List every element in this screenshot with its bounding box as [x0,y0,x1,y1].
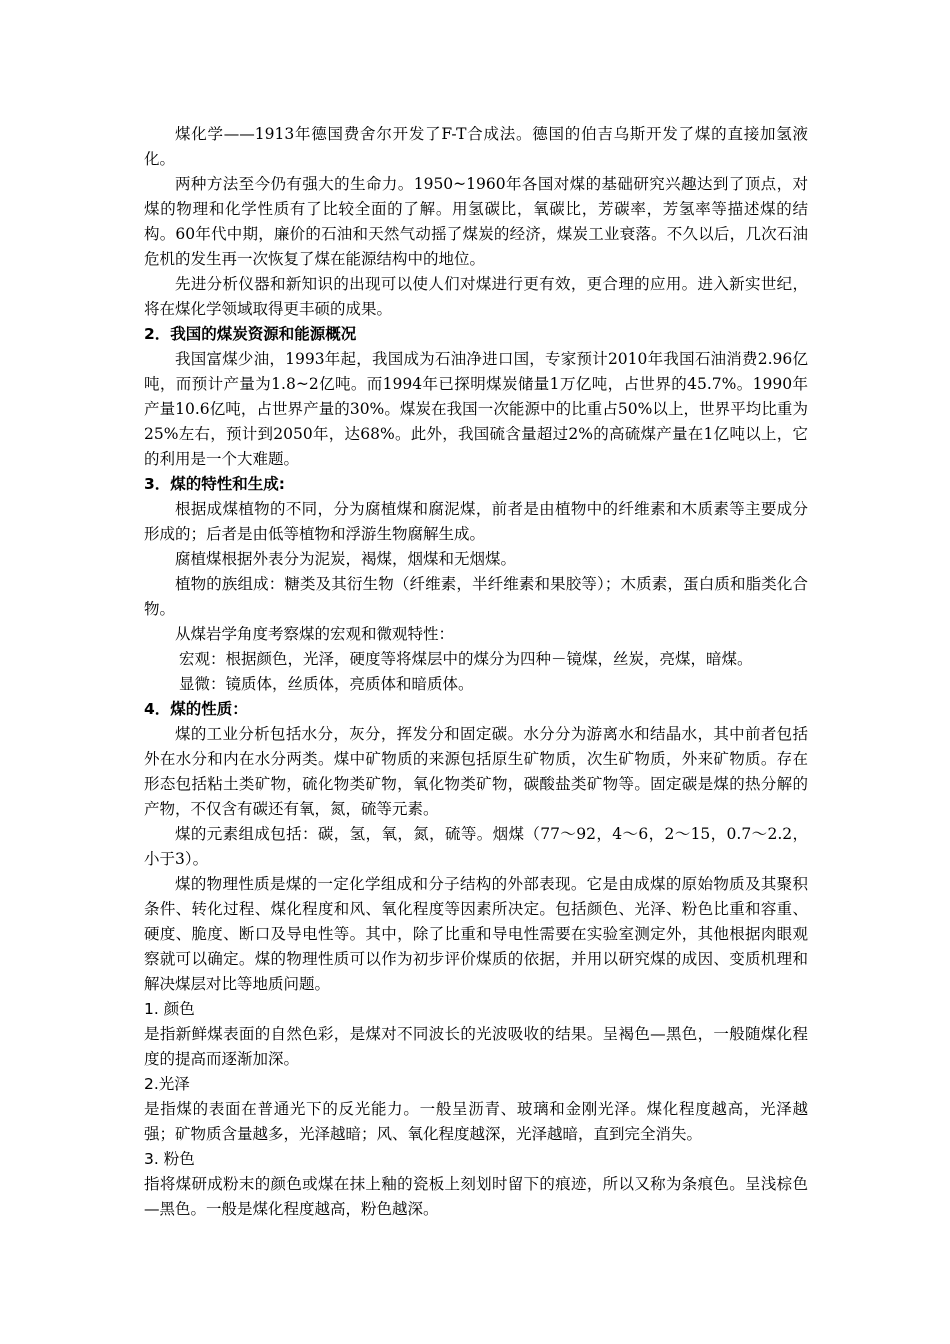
section-heading-characteristics: 3．煤的特性和生成: [144,475,285,493]
section-heading-resources: 2．我国的煤炭资源和能源概况 [144,325,357,343]
subheading-luster: 2.光泽 [144,1075,190,1093]
document-page [144,122,808,1222]
subheading-color: 1. 颜色 [144,1000,195,1018]
paragraph-physical-properties: 煤的物理性质是煤的一定化学组成和分子结构的外部表现。它是由成煤的原始物质及其聚积条件、转化过程、煤化程度和风、氧化程度等因素所决定。包括颜色、光泽、粉色比重和容重、硬度、脆度、断口及导电性等。其中，除了比重和导电性需要在实验室测定外，其他根据肉眼观察就可以确定。煤的物理性质可以作为初步评价煤质的依据，并用以研究煤的成因、变质机理和解决煤层对比等地质问题。 [144,875,808,993]
paragraph-new-century: 先进分析仪器和新知识的出现可以使人们对煤进行更有效，更合理的应用。进入新实世纪，将在煤化学领域取得更丰硕的成果。 [144,275,808,318]
paragraph-plant-composition: 植物的族组成：糖类及其衍生物（纤维素，半纤维素和果胶等）；木质素，蛋白质和脂类化合物。 [144,575,808,618]
paragraph-color: 是指新鲜煤表面的自然色彩，是煤对不同波长的光波吸收的结果。呈褐色—黑色，一般随煤化程度的提高而逐渐加深。 [144,1025,808,1068]
paragraph-powder: 指将煤研成粉末的颜色或煤在抹上釉的瓷板上刻划时留下的痕迹，所以又称为条痕色。呈浅棕色—黑色。一般是煤化程度越高，粉色越深。 [144,1175,808,1218]
paragraph-elements: 煤的元素组成包括：碳，氢，氧，氮，硫等。烟煤（77～92，4～6，2～15，0.7～2.2，小于3）。 [144,825,808,868]
paragraph-humic-coal: 腐植煤根据外表分为泥炭，褐煤，烟煤和无烟煤。 [175,550,517,568]
paragraph-industrial-analysis: 煤的工业分析包括水分，灰分，挥发分和固定碳。水分分为游离水和结晶水，其中前者包括外在水分和内在水分两类。煤中矿物质的来源包括原生矿物质，次生矿物质，外来矿物质。存在形态包括粘土类矿物，硫化物类矿物，氧化物类矿物，碳酸盐类矿物等。固定碳是煤的热分解的产物，不仅含有碳还有氧，氮，硫等元素。 [144,725,808,818]
paragraph-two-methods: 两种方法至今仍有强大的生命力。1950~1960年各国对煤的基础研究兴趣达到了顶点，对煤的物理和化学性质有了比较全面的了解。用氢碳比，氧碳比，芳碳率，芳氢率等描述煤的结构。60年代中期，廉价的石油和天然气动摇了煤炭的经济，煤炭工业衰落。不久以后，几次石油危机的发生再一次恢复了煤在能源结构中的地位。 [144,175,808,268]
paragraph-luster: 是指煤的表面在普通光下的反光能力。一般呈沥青、玻璃和金刚光泽。煤化程度越高，光泽越强；矿物质含量越多，光泽越暗；风、氧化程度越深，光泽越暗，直到完全消失。 [144,1100,808,1143]
section-heading-properties: 4．煤的性质： [144,700,248,718]
paragraph-micro: 显微：镜质体，丝质体，亮质体和暗质体。 [179,675,474,693]
subheading-powder: 3. 粉色 [144,1150,195,1168]
paragraph-petrology: 从煤岩学角度考察煤的宏观和微观特性： [175,625,455,643]
paragraph-coal-types: 根据成煤植物的不同，分为腐植煤和腐泥煤，前者是由植物中的纤维素和木质素等主要成分形成的；后者是由低等植物和浮游生物腐解生成。 [144,500,808,543]
paragraph-resources: 我国富煤少油，1993年起，我国成为石油净进口国，专家预计2010年我国石油消费2.96亿吨，而预计产量为1.8~2亿吨。而1994年已探明煤炭储量1万亿吨，占世界的45.7%。1990年产量10.6亿吨，占世界产量的30%。煤炭在我国一次能源中的比重占50%以上，世界平均比重为25%左右，预计到2050年，达68%。此外，我国硫含量超过2%的高硫煤产量在1亿吨以上，它的利用是一个大难题。 [144,350,808,468]
paragraph-macro: 宏观：根据颜色，光泽，硬度等将煤层中的煤分为四种－镜煤，丝炭，亮煤，暗煤。 [179,650,753,668]
paragraph-coal-chemistry-history: 煤化学——1913年德国费舍尔开发了F-T合成法。德国的伯吉乌斯开发了煤的直接加氢液化。 [144,125,808,168]
